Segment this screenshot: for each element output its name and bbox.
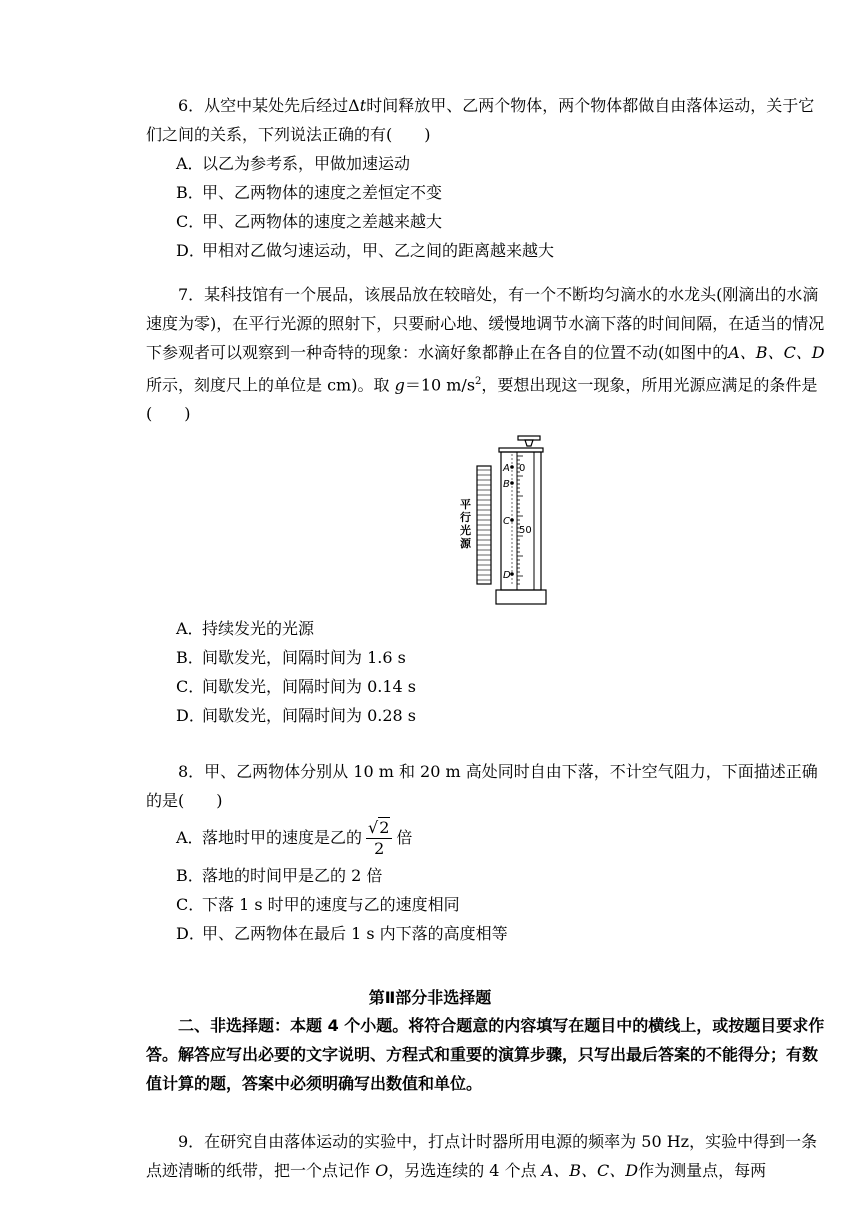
drop-label-c: C <box>503 516 510 527</box>
fraction-sqrt2-over-2: $\frac{√2}{2}$ <box>366 818 392 859</box>
drop-label-d: D <box>503 570 511 581</box>
question-7-stem: 7．某科技馆有一个展品，该展品放在较暗处，有一个不断均匀滴水的水龙头(刚滴出的水滴速度为零)，在平行光源的照射下，只要耐心地、缓慢地调节水滴下落的时间间隔，在适当的情况下参观者可以观察到一种奇特的现象：水滴好象都静止在各自的位置不动(如图中的A、B、C、D所示，刻度尺上的单位是 cm)。取 g＝10 $m/s^2$，要想出现这一现象，所用光源应满足的条件是( ) <box>146 285 825 424</box>
question-7-option-d: D．间歇发光，间隔时间为 0.28 s <box>176 706 417 725</box>
question-7 <box>146 280 826 428</box>
question-6-option-b: B．甲、乙两物体的速度之差恒定不变 <box>176 183 443 202</box>
question-7-options <box>146 614 826 730</box>
question-8-option-a: A．落地时甲的速度是乙的 $\frac{√2}{2}$ 倍 <box>176 818 413 858</box>
question-9-stem: 9．在研究自由落体运动的实验中，打点计时器所用电源的频率为 50 Hz，实验中得到一条点迹清晰的纸带，把一个点记作 O，另选连续的 4 个点 A、B、C、D作为测量点，每两 <box>146 1132 818 1180</box>
section-2-instructions: 二、非选择题：本题 4 个小题。将符合题意的内容填写在题目中的横线上，或按题目要求作答。解答应写出必要的文字说明、方程式和重要的演算步骤，只写出最后答案的不能得分；有数值计算的题，答案中必须明确写出数值和单位。 <box>146 1016 825 1093</box>
question-7-option-a: A．持续发光的光源 <box>176 619 315 638</box>
question-6-option-c: C．甲、乙两物体的速度之差越来越大 <box>176 212 443 231</box>
light-source-label-2: 行 <box>460 511 471 524</box>
question-8-stem: 8．甲、乙两物体分别从 10 m 和 20 m 高处同时自由下落，不计空气阻力，下面描述正确的是( ) <box>146 762 818 810</box>
dripping-faucet-figure <box>455 434 555 612</box>
scale-label-0: 0 <box>519 463 526 474</box>
question-6-option-d: D．甲相对乙做匀速运动，甲、乙之间的距离越来越大 <box>176 241 555 260</box>
light-source-label-4: 源 <box>460 537 471 550</box>
question-8-option-b: B．落地的时间甲是乙的 2 倍 <box>176 866 383 885</box>
drop-label-b: B <box>503 479 510 490</box>
question-8-option-d: D．甲、乙两物体在最后 1 s 内下落的高度相等 <box>176 924 508 943</box>
question-6 <box>146 91 826 265</box>
question-6-stem: 6．从空中某处先后经过Δt时间释放甲、乙两个物体，两个物体都做自由落体运动，关于它们之间的关系，下列说法正确的有( ) <box>146 96 815 144</box>
light-source-label-3: 光 <box>460 524 471 537</box>
question-7-option-b: B．间歇发光，间隔时间为 1.6 s <box>176 648 406 667</box>
light-source-label-1: 平 <box>460 498 471 511</box>
drop-label-a: A <box>503 463 510 474</box>
section-2-title: 第Ⅱ部分非选择题 <box>368 988 492 1007</box>
question-8 <box>146 757 826 948</box>
scale-label-50: 50 <box>519 525 532 536</box>
question-7-option-c: C．间歇发光，间隔时间为 0.14 s <box>176 677 417 696</box>
question-8-option-c: C．下落 1 s 时甲的速度与乙的速度相同 <box>176 895 460 914</box>
question-6-option-a: A．以乙为参考系，甲做加速运动 <box>176 154 411 173</box>
